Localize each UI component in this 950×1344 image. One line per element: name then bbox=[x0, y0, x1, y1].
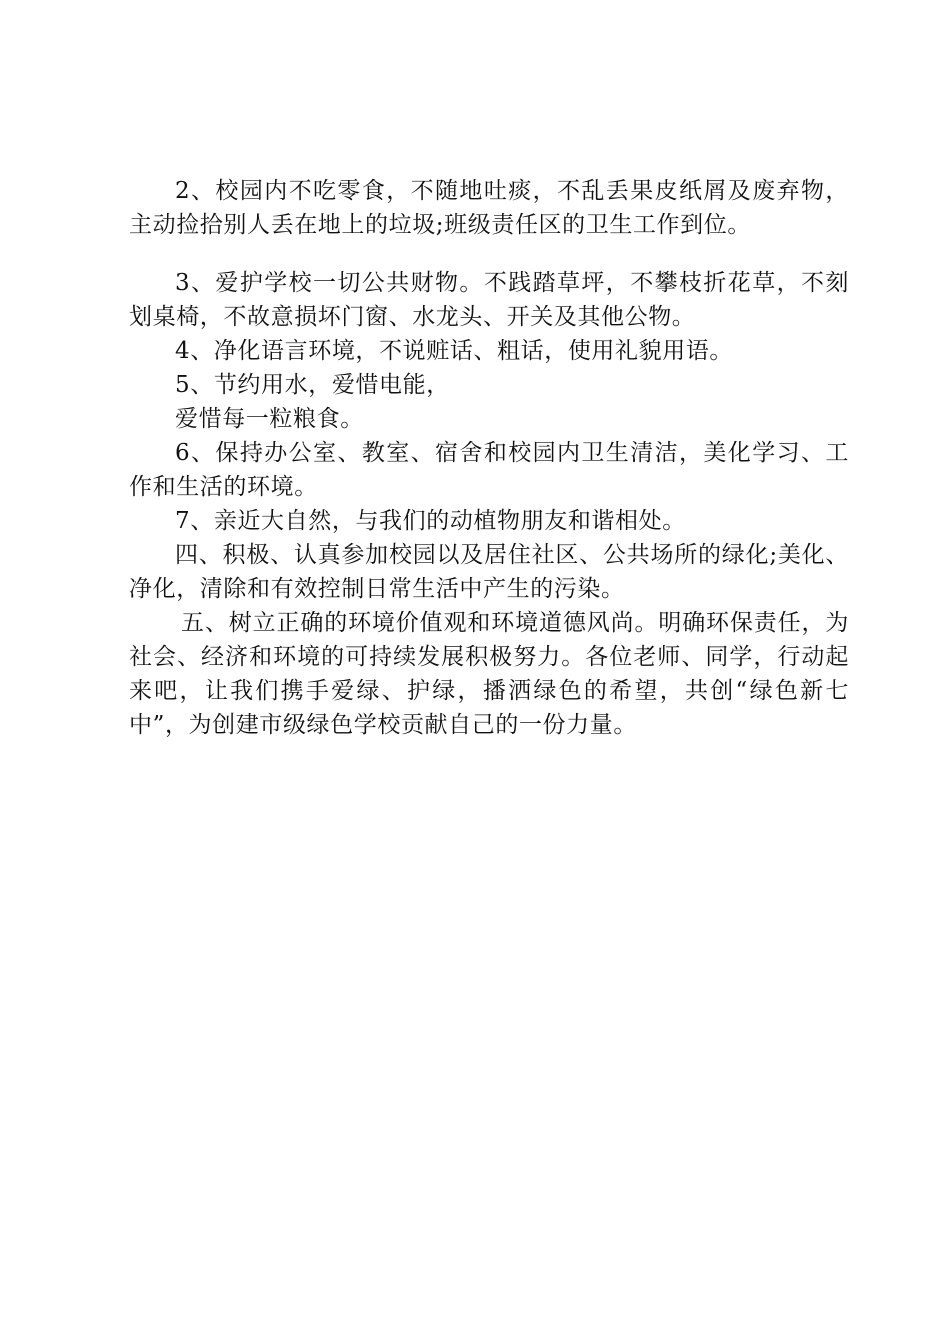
document-body bbox=[129, 174, 849, 742]
paragraph-item-7: 7、亲近大自然，与我们的动植物朋友和谐相处。 bbox=[175, 508, 686, 534]
paragraph-item-4: 4、净化语言环境，不说赃话、粗话，使用礼貌用语。 bbox=[175, 338, 734, 364]
paragraph-item-6: 6、保持办公室、教室、宿舍和校园内卫生清洁，美化学习、工作和生活的环境。 bbox=[129, 440, 849, 500]
paragraph-section-4: 四、积极、认真参加校园以及居住社区、公共场所的绿化;美化、净化，清除和有效控制日常生活中产生的污染。 bbox=[129, 542, 849, 602]
paragraph-item-3: 3、爱护学校一切公共财物。不践踏草坪，不攀枝折花草，不刻划桌椅，不故意损坏门窗、水龙头、开关及其他公物。 bbox=[129, 270, 849, 330]
paragraph-item-5-continuation: 爱惜每一粒粮食。 bbox=[175, 406, 364, 432]
paragraph-item-2: 2、校园内不吃零食，不随地吐痰，不乱丢果皮纸屑及废弃物，主动捡拾别人丢在地上的垃圾;班级责任区的卫生工作到位。 bbox=[129, 178, 849, 238]
paragraph-item-5: 5、节约用水，爱惜电能， bbox=[175, 372, 450, 398]
paragraph-section-5: 五、树立正确的环境价值观和环境道德风尚。明确环保责任，为社会、经济和环境的可持续发展积极努力。各位老师、同学，行动起来吧，让我们携手爱绿、护绿，播洒绿色的希望，共创“绿色新七中”，为创建市级绿色学校贡献自己的一份力量。 bbox=[129, 610, 849, 738]
